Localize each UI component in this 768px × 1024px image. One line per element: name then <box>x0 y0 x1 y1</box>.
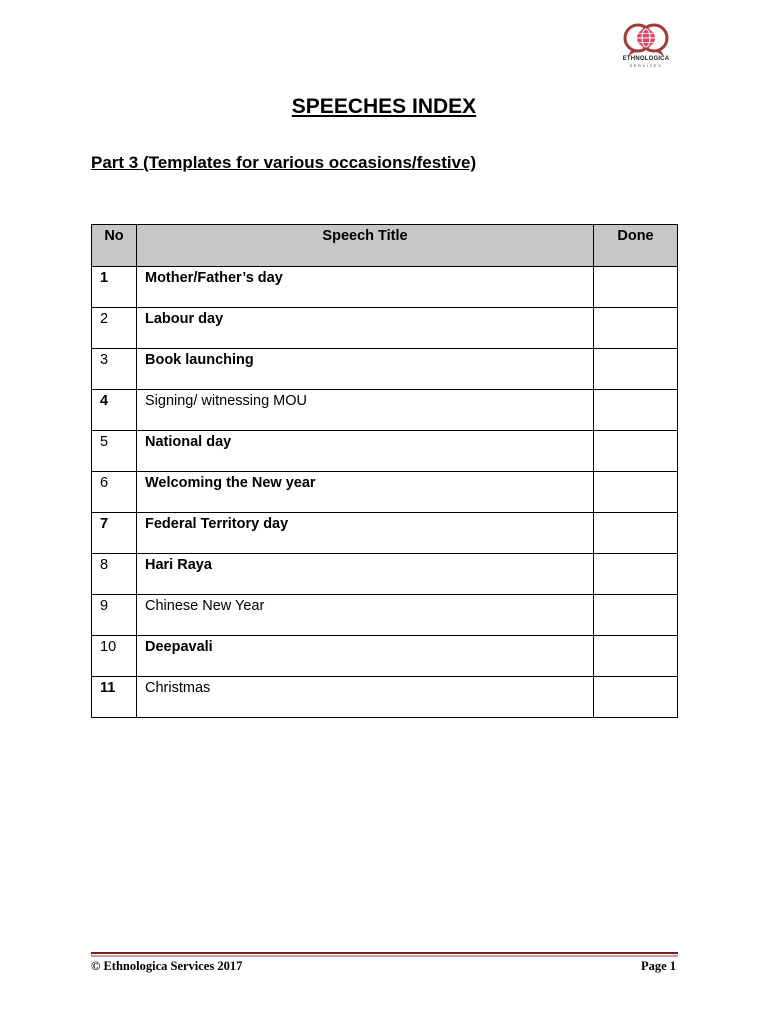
document-subtitle: Part 3 (Templates for various occasions/festive) <box>91 153 477 172</box>
logo-sub: SERVICES <box>629 63 663 68</box>
footer-divider-secondary <box>91 955 678 957</box>
table-row <box>92 267 678 308</box>
row-number: 6 <box>92 472 137 513</box>
header-no: No <box>92 225 137 267</box>
row-title: Deepavali <box>137 636 594 677</box>
row-number: 5 <box>92 431 137 472</box>
row-number: 10 <box>92 636 137 677</box>
row-done-cell[interactable] <box>594 349 678 390</box>
table-row <box>92 513 678 554</box>
globe-speech-bubbles-icon <box>618 20 674 60</box>
row-number: 11 <box>92 677 137 718</box>
row-number: 8 <box>92 554 137 595</box>
table-row <box>92 308 678 349</box>
header-done: Done <box>594 225 678 267</box>
row-done-cell[interactable] <box>594 554 678 595</box>
table-row <box>92 431 678 472</box>
document-title: SPEECHES INDEX <box>291 95 477 118</box>
row-number: 7 <box>92 513 137 554</box>
row-done-cell[interactable] <box>594 636 678 677</box>
row-done-cell[interactable] <box>594 513 678 554</box>
row-done-cell[interactable] <box>594 595 678 636</box>
row-title: Welcoming the New year <box>137 472 594 513</box>
row-done-cell[interactable] <box>594 431 678 472</box>
logo-name: ETHNOLOGICA <box>622 56 670 62</box>
row-number: 3 <box>92 349 137 390</box>
row-done-cell[interactable] <box>594 267 678 308</box>
row-number: 2 <box>92 308 137 349</box>
row-done-cell[interactable] <box>594 390 678 431</box>
row-done-cell[interactable] <box>594 472 678 513</box>
row-number: 9 <box>92 595 137 636</box>
row-title: Federal Territory day <box>137 513 594 554</box>
table-row <box>92 349 678 390</box>
company-logo <box>618 20 674 74</box>
footer-divider <box>91 952 678 954</box>
row-title: National day <box>137 431 594 472</box>
footer-page-number: Page 1 <box>640 959 676 973</box>
table-row <box>92 472 678 513</box>
row-title: Chinese New Year <box>137 595 594 636</box>
row-title: Labour day <box>137 308 594 349</box>
table-row <box>92 595 678 636</box>
row-done-cell[interactable] <box>594 677 678 718</box>
row-title: Mother/Father’s day <box>137 267 594 308</box>
row-title: Hari Raya <box>137 554 594 595</box>
speeches-table <box>91 224 678 718</box>
row-number: 4 <box>92 390 137 431</box>
row-number: 1 <box>92 267 137 308</box>
table-row <box>92 677 678 718</box>
row-done-cell[interactable] <box>594 308 678 349</box>
table-row <box>92 554 678 595</box>
row-title: Christmas <box>137 677 594 718</box>
row-title: Signing/ witnessing MOU <box>137 390 594 431</box>
row-title: Book launching <box>137 349 594 390</box>
header-speech-title: Speech Title <box>137 225 594 267</box>
table-row <box>92 390 678 431</box>
footer-copyright: © Ethnologica Services 2017 <box>91 959 243 973</box>
table-row <box>92 636 678 677</box>
table-header-row <box>92 225 678 267</box>
